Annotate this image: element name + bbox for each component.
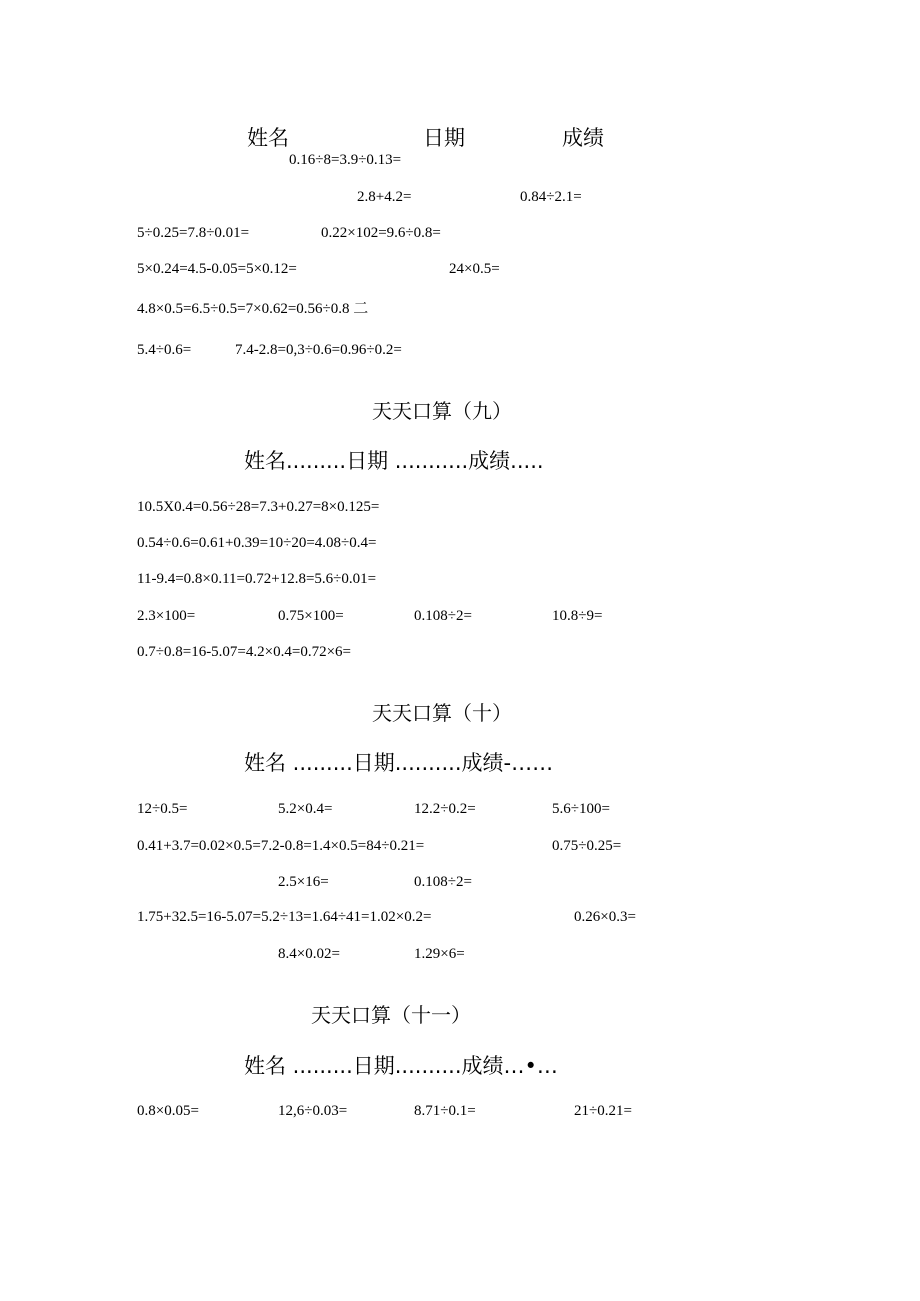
- equation: 2.5×16=: [278, 874, 329, 890]
- section-title: 天天口算（九）: [372, 399, 512, 423]
- equation: 0.8×0.05=: [137, 1103, 199, 1119]
- equation: 0.22×102=9.6÷0.8=: [321, 225, 441, 241]
- equation: 5.4÷0.6=: [137, 342, 192, 358]
- equation: 0.41+3.7=0.02×0.5=7.2-0.8=1.4×0.5=84÷0.21=: [137, 838, 425, 854]
- equation: 0.84÷2.1=: [520, 189, 582, 205]
- date-label: 日期: [423, 126, 465, 150]
- score-label: 成绩: [562, 126, 604, 150]
- name-label: 姓名: [247, 126, 289, 150]
- equation: 5÷0.25=7.8÷0.01=: [137, 225, 250, 241]
- equation: 8.71÷0.1=: [414, 1103, 476, 1119]
- equation: 0.54÷0.6=0.61+0.39=10÷20=4.08÷0.4=: [137, 535, 377, 551]
- equation: 2.3×100=: [137, 608, 196, 624]
- equation: 0.108÷2=: [414, 608, 472, 624]
- student-info-line: 姓名.........日期 ...........成绩.....: [244, 449, 544, 473]
- equation: 7.4-2.8=0,3÷0.6=0.96÷0.2=: [235, 342, 402, 358]
- equation: 0.75÷0.25=: [552, 838, 622, 854]
- equation: 5×0.24=4.5-0.05=5×0.12=: [137, 261, 297, 277]
- equation: 24×0.5=: [449, 261, 500, 277]
- equation: 1.29×6=: [414, 946, 465, 962]
- equation: 21÷0.21=: [574, 1103, 632, 1119]
- equation: 2.8+4.2=: [357, 189, 412, 205]
- equation: 12÷0.5=: [137, 801, 188, 817]
- equation: 5.6÷100=: [552, 801, 610, 817]
- equation: 5.2×0.4=: [278, 801, 333, 817]
- student-info-line: 姓名 .........日期..........成绩-……: [244, 751, 554, 775]
- equation: 10.8÷9=: [552, 608, 603, 624]
- equation: 12,6÷0.03=: [278, 1103, 348, 1119]
- equation: 0.26×0.3=: [574, 909, 636, 925]
- equation: 12.2÷0.2=: [414, 801, 476, 817]
- section-title: 天天口算（十）: [372, 701, 512, 725]
- equation: 11-9.4=0.8×0.11=0.72+12.8=5.6÷0.01=: [137, 571, 377, 587]
- equation: 4.8×0.5=6.5÷0.5=7×0.62=0.56÷0.8 二: [137, 301, 369, 317]
- equation: 10.5X0.4=0.56÷28=7.3+0.27=8×0.125=: [137, 499, 380, 515]
- student-info-line: 姓名 .........日期..........成绩…•…: [244, 1054, 558, 1078]
- equation: 0.108÷2=: [414, 874, 472, 890]
- equation: 0.16÷8=3.9÷0.13=: [289, 152, 402, 168]
- equation: 1.75+32.5=16-5.07=5.2÷13=1.64÷41=1.02×0.2=: [137, 909, 432, 925]
- equation: 0.75×100=: [278, 608, 344, 624]
- equation: 0.7÷0.8=16-5.07=4.2×0.4=0.72×6=: [137, 644, 351, 660]
- equation: 8.4×0.02=: [278, 946, 340, 962]
- section-title: 天天口算（十一）: [311, 1003, 471, 1027]
